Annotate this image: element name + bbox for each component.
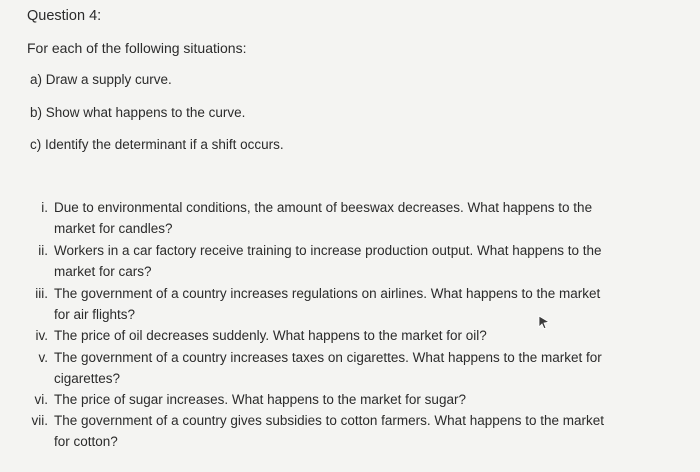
- item-number: i.: [41, 200, 48, 215]
- item-number: ii.: [38, 243, 48, 258]
- item-text: Due to environmental conditions, the amount of beeswax decreases. What happens to the market for candles?: [54, 200, 593, 236]
- item-text: The price of oil decreases suddenly. What happens to the market for oil?: [54, 328, 487, 343]
- item-text: The government of a country gives subsidies to cotton farmers. What happens to the market for cotton?: [54, 413, 605, 449]
- item-number: vii.: [31, 413, 48, 428]
- intro-text: For each of the following situations:: [27, 40, 247, 56]
- item-text: The price of sugar increases. What happens to the market for sugar?: [54, 392, 466, 407]
- item-text: Workers in a car factory receive training to increase production output. What happens to the market for cars?: [54, 243, 602, 279]
- item-number: iii.: [35, 286, 48, 301]
- part-c: c) Identify the determinant if a shift occurs.: [30, 137, 284, 152]
- part-a: a) Draw a supply curve.: [30, 72, 172, 87]
- part-b: b) Show what happens to the curve.: [30, 105, 246, 120]
- mouse-pointer-icon: [537, 315, 551, 334]
- item-number: iv.: [35, 328, 48, 343]
- item-number: vi.: [34, 392, 48, 407]
- item-text: The government of a country increases regulations on airlines. What happens to the market for air flights?: [54, 286, 601, 322]
- item-text: The government of a country increases taxes on cigarettes. What happens to the market for cigarettes?: [54, 350, 602, 386]
- question-title: Question 4:: [27, 8, 102, 24]
- item-number: v.: [38, 350, 48, 365]
